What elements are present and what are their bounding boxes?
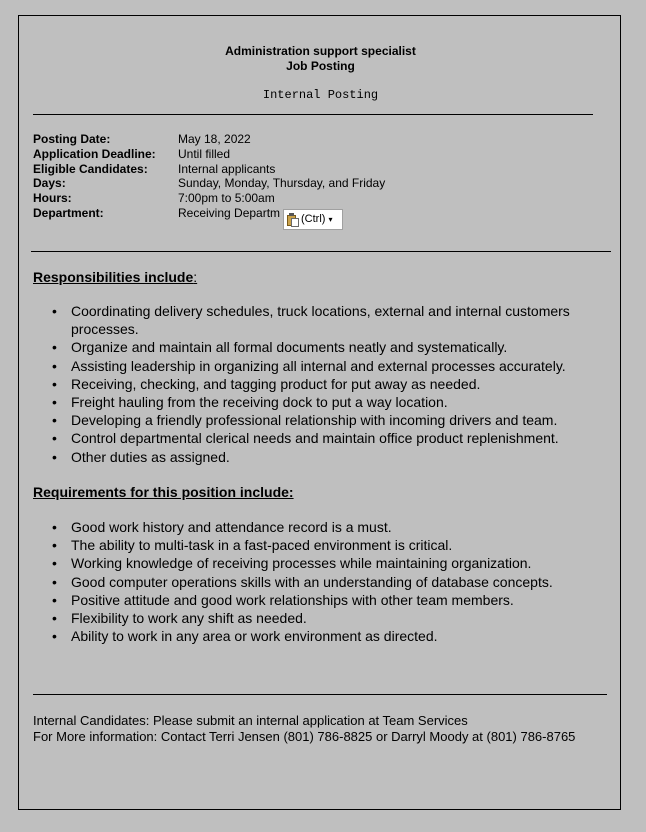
bullet-icon: • (52, 555, 57, 572)
detail-value: Until filled (178, 146, 231, 161)
document-page (18, 15, 621, 810)
paste-options-label: (Ctrl) (301, 213, 326, 225)
footer-contact-info: For More information: Contact Terri Jensen (801) 786-8825 or Darryl Moody at (801) 786-8765 (33, 729, 576, 744)
detail-value: Sunday, Monday, Thursday, and Friday (178, 176, 386, 191)
divider-top (33, 114, 593, 115)
posting-details (33, 132, 385, 221)
bullet-icon: • (52, 430, 57, 447)
bullet-icon: • (52, 537, 57, 554)
detail-value: Receiving Departm (178, 205, 281, 220)
job-title: Administration support specialist (225, 44, 416, 58)
divider-middle (31, 251, 611, 252)
detail-label: Posting Date: (33, 132, 111, 146)
footer-instructions: Internal Candidates: Please submit an internal application at Team Services (33, 713, 468, 728)
divider-bottom (33, 694, 607, 695)
bullet-icon: • (52, 303, 57, 319)
requirements-heading: Requirements for this position include: (33, 484, 294, 500)
bullet-icon: • (52, 591, 57, 608)
detail-row-deadline (33, 147, 385, 162)
clipboard-icon (287, 213, 299, 227)
bullet-icon: • (52, 573, 57, 590)
detail-value: 7:00pm to 5:00am (178, 191, 275, 206)
job-posting-label: Job Posting (286, 59, 355, 73)
responsibilities-heading: Responsibilities include: (33, 269, 198, 285)
detail-row-posting-date (33, 132, 385, 147)
list-item: • Positive attitude and good work relationships with other team members. (52, 591, 514, 608)
detail-label: Days: (33, 176, 66, 191)
posting-type: Internal Posting (262, 88, 379, 102)
requirements-list (33, 518, 611, 645)
responsibilities-list (33, 302, 611, 466)
paste-options-button[interactable] (283, 209, 343, 230)
list-item: • Assisting leadership in organizing all internal and external processes accurately. (52, 357, 566, 374)
bullet-icon: • (52, 375, 57, 392)
detail-label: Department: (33, 205, 104, 220)
list-item: • Working knowledge of receiving processes while maintaining organization. (52, 555, 532, 572)
bullet-icon: • (52, 394, 57, 411)
list-item: • Developing a friendly professional relationship with incoming drivers and team. (52, 412, 558, 429)
detail-row-eligible (33, 162, 385, 177)
detail-value: May 18, 2022 (178, 132, 251, 146)
bullet-icon: • (52, 357, 57, 374)
bullet-icon: • (52, 519, 57, 535)
detail-label: Eligible Candidates: (33, 161, 148, 176)
list-item: • Receiving, checking, and tagging product for put away as needed. (52, 375, 481, 392)
list-item: • Good work history and attendance record is a must. (52, 519, 392, 535)
detail-label: Application Deadline: (33, 146, 156, 161)
list-item: • The ability to multi-task in a fast-paced environment is critical. (52, 537, 453, 554)
list-item: • Freight hauling from the receiving dock to put a way location. (52, 394, 448, 411)
list-item: • Other duties as assigned. (52, 448, 230, 465)
list-item: • Flexibility to work any shift as needed. (52, 610, 307, 627)
bullet-icon: • (52, 412, 57, 429)
bullet-icon: • (52, 339, 57, 356)
detail-label: Hours: (33, 191, 72, 206)
detail-row-days (33, 176, 385, 191)
list-item: • Organize and maintain all formal documents neatly and systematically. (52, 339, 508, 356)
bullet-icon: • (52, 610, 57, 627)
detail-row-hours (33, 191, 385, 206)
chevron-down-icon: ▾ (328, 215, 333, 224)
detail-value: Internal applicants (178, 161, 276, 176)
list-item: • Good computer operations skills with an understanding of database concepts. (52, 573, 553, 590)
bullet-icon: • (52, 448, 57, 465)
bullet-icon: • (52, 628, 57, 645)
list-item: • Ability to work in any area or work environment as directed. (52, 628, 438, 645)
list-item: • Coordinating delivery schedules, truck locations, external and internal customers processes. (52, 303, 570, 338)
list-item: • Control departmental clerical needs and maintain office product replenishment. (52, 430, 559, 447)
contact-footer (33, 713, 609, 745)
